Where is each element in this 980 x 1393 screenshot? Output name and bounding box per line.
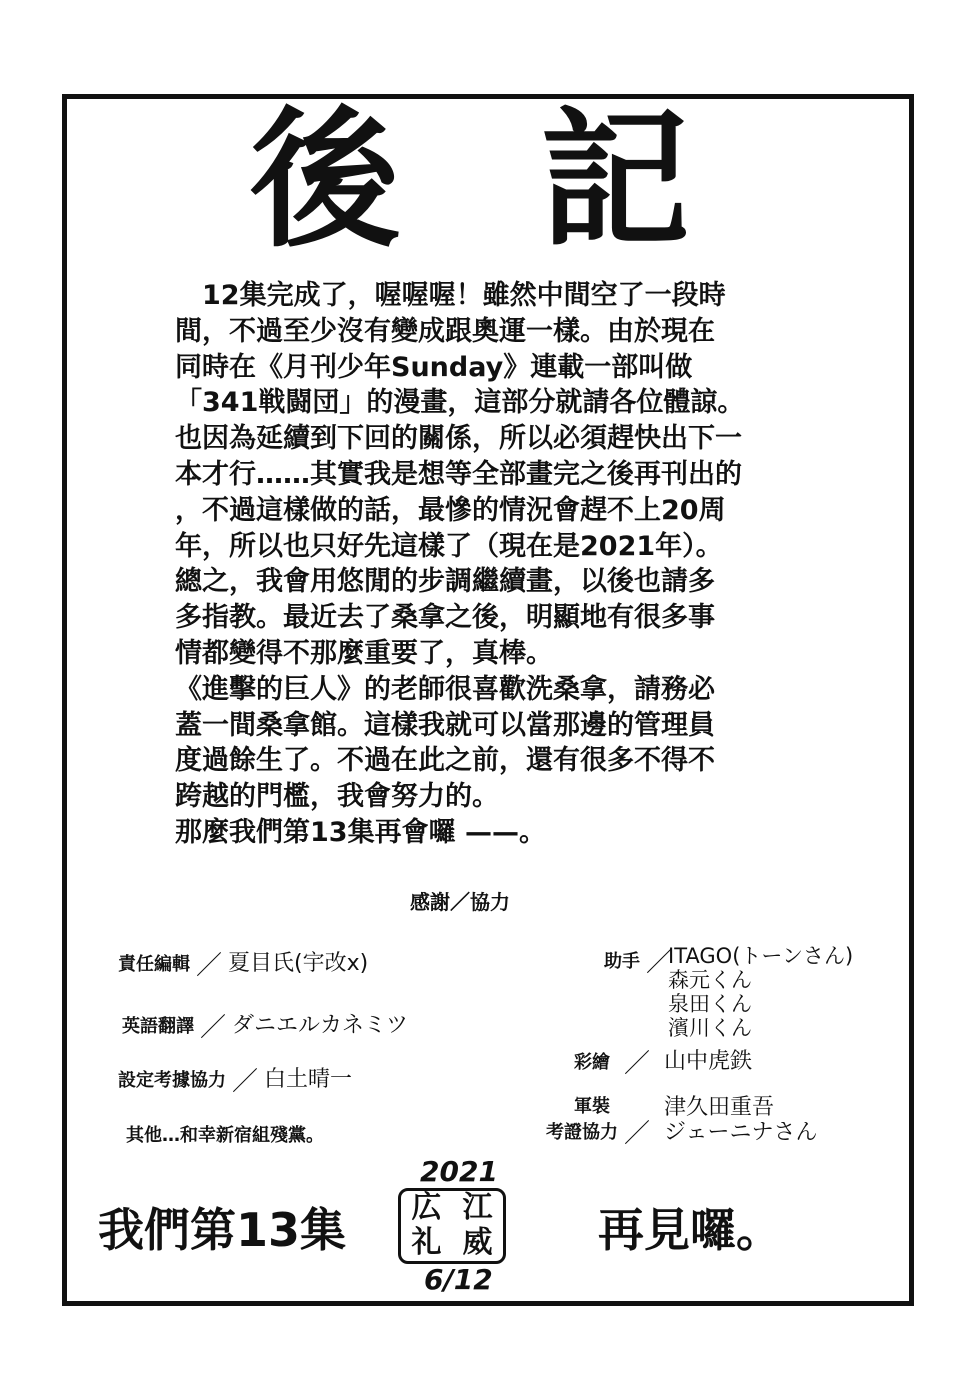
body-line: 蓋一間桑拿館。這樣我就可以當那邊的管理員: [175, 709, 715, 741]
slash-divider: ／: [624, 1119, 651, 1149]
credit-role: 考證協力: [546, 1122, 618, 1143]
credit-role: 助手: [604, 951, 640, 972]
credit-role: 軍裝: [574, 1096, 610, 1117]
credit-military: [546, 1094, 656, 1149]
body-line: 總之，我會用悠閒的步調繼續畫，以後也請多: [175, 566, 715, 598]
credit-role: 責任編輯: [118, 954, 190, 975]
assistant-name: ITAGO(トーンさん): [668, 944, 854, 968]
body-line: 跨越的門檻，我會努力的。: [175, 781, 499, 813]
stamp-year: 2021: [420, 1155, 498, 1188]
assistant-name: 濱川くん: [668, 1016, 752, 1040]
body-line: 本才行……其實我是想等全部畫完之後再刊出的: [175, 458, 742, 490]
credit-role: 設定考據協力: [118, 1070, 226, 1091]
credit-name: 白土晴一: [264, 1067, 353, 1092]
assistant-name: 泉田くん: [668, 992, 752, 1016]
credit-role: 彩繪: [574, 1052, 610, 1073]
credit-assistant: [604, 948, 678, 978]
body-line: 間，不過至少沒有變成跟奧運一樣。由於現在: [175, 315, 715, 347]
stamp-char: 礼: [411, 1225, 442, 1260]
credit-others-text: 其他…和幸新宿組殘黨。: [126, 1125, 324, 1146]
page-title: [250, 96, 690, 266]
slash-divider: ／: [232, 1067, 259, 1097]
assistant-names: [668, 944, 853, 1040]
slash-divider: ／: [196, 951, 223, 981]
body-line: 年，所以也只好先這樣了（現在是2021年）。: [175, 530, 723, 562]
afterword-body: [175, 278, 815, 851]
credit-editor: [118, 951, 369, 981]
credit-name: ダニエルカネミツ: [232, 1013, 409, 1038]
credit-translation: [122, 1013, 409, 1043]
credit-research: [118, 1067, 353, 1097]
body-line: ，不過這樣做的話，最慘的情況會趕不上20周: [175, 494, 726, 526]
title-char-2: 記: [539, 94, 690, 268]
stamp-char: 江: [462, 1190, 493, 1225]
slash-divider: ／: [646, 948, 673, 978]
body-line: 12集完成了，喔喔喔！雖然中間空了一段時: [175, 280, 726, 311]
slash-divider: ／: [200, 1013, 227, 1043]
credit-name: 津久田重吾: [664, 1095, 775, 1120]
credit-color: [574, 1049, 753, 1079]
credit-name: 夏目氏(宇改x): [228, 951, 369, 976]
closing-left: 我們第13集: [98, 1203, 347, 1257]
body-line: 同時在《月刊少年Sunday》連載一部叫做: [175, 351, 693, 383]
stamp-char: 威: [462, 1225, 493, 1260]
body-line: 「341戦闘団」的漫畫，這部分就請各位體諒。: [175, 387, 745, 419]
body-line: 也因為延續到下回的關係，所以必須趕快出下一: [175, 423, 742, 455]
body-line: 情都變得不那麼重要了，真棒。: [175, 637, 553, 669]
credit-name: 山中虎鉄: [664, 1049, 753, 1074]
closing-right: 再見囉。: [598, 1203, 782, 1257]
body-line: 那麼我們第13集再會囉 ——。: [175, 816, 546, 848]
seal-stamp: [398, 1188, 506, 1264]
body-line: 度過餘生了。不過在此之前，還有很多不得不: [175, 745, 715, 777]
body-line: 多指教。最近去了桑拿之後，明顯地有很多事: [175, 602, 715, 634]
credit-military-names: [664, 1096, 818, 1146]
thanks-heading: 感謝／協力: [410, 890, 510, 914]
credit-name: ジェーニナさん: [664, 1120, 818, 1145]
body-line: 《進擊的巨人》的老師很喜歡洗桑拿，請務必: [175, 673, 715, 705]
slash-divider: ／: [624, 1049, 651, 1079]
stamp-date: 6/12: [424, 1263, 493, 1296]
title-char-1: 後: [250, 94, 401, 268]
stamp-char: 広: [411, 1190, 442, 1225]
assistant-name: 森元くん: [668, 968, 752, 992]
credit-others: [126, 1124, 324, 1148]
credit-role: 英語翻譯: [122, 1016, 194, 1037]
